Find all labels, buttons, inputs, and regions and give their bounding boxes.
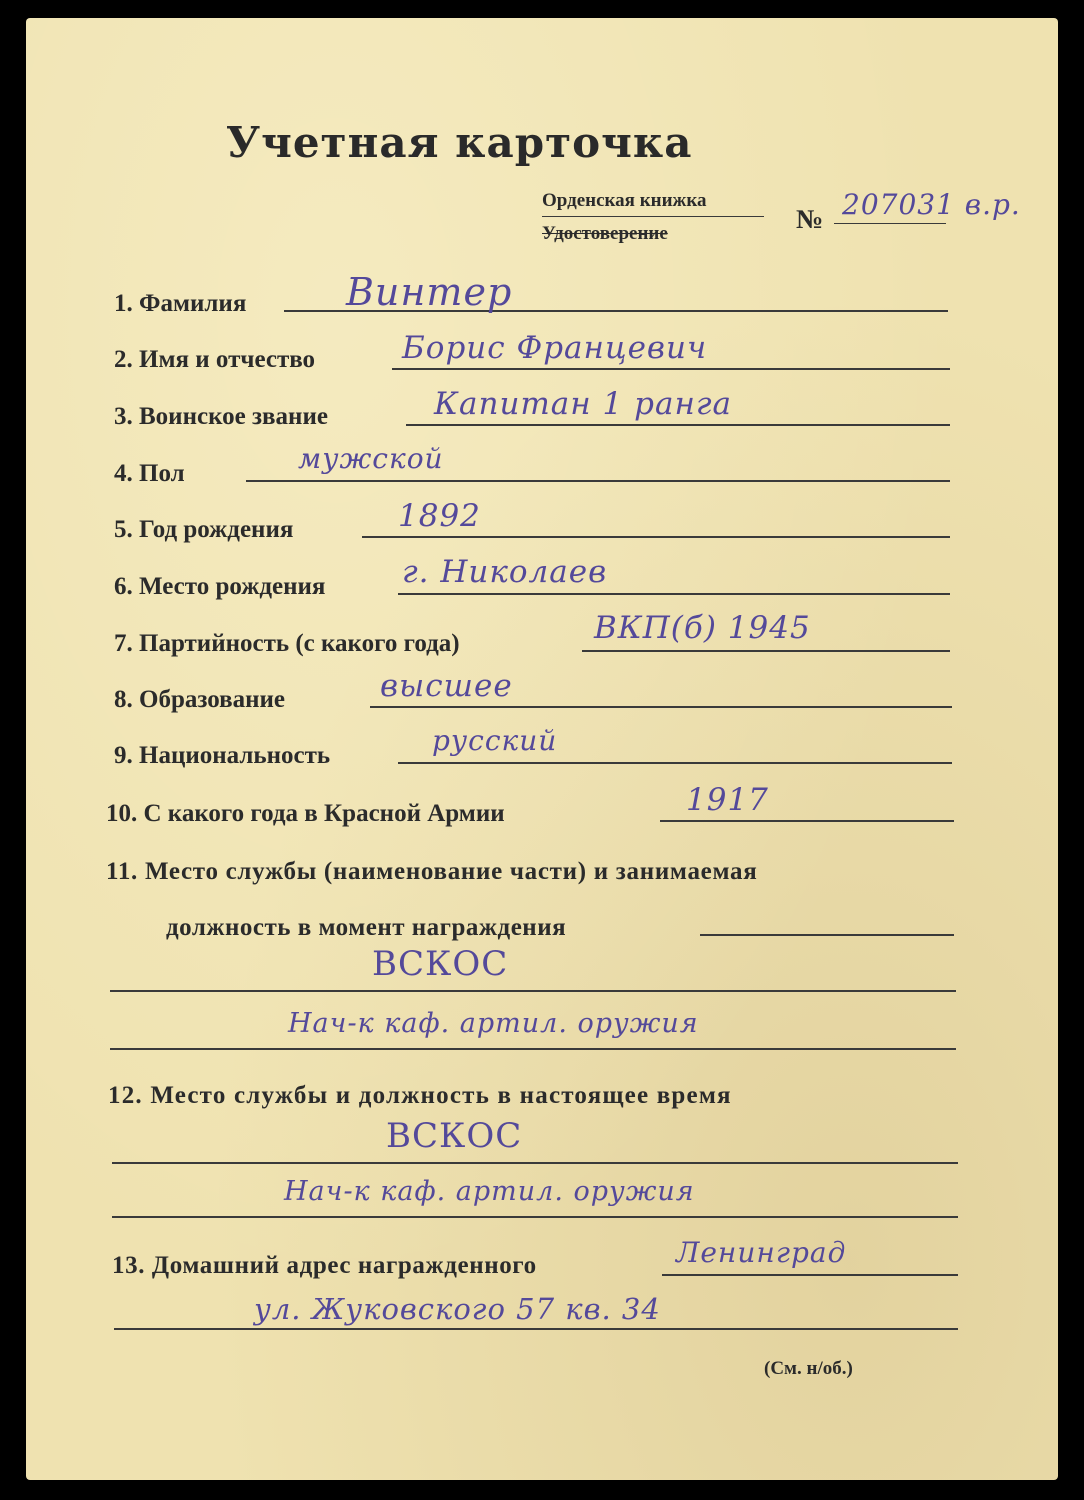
field-4-label: 4. Пол <box>114 460 185 487</box>
field-4-line <box>246 480 950 482</box>
field-2-line <box>392 368 950 370</box>
field-5-value: 1892 <box>398 498 481 534</box>
field-3-line <box>406 424 950 426</box>
record-card <box>26 18 1058 1480</box>
field-11-value-1: ВСКОС <box>372 944 509 984</box>
field-12-line-b <box>112 1216 958 1218</box>
field-6-value: г. Николаев <box>402 554 608 590</box>
field-12-value-1: ВСКОС <box>386 1116 523 1156</box>
field-8-value: высшее <box>380 668 513 704</box>
field-13-line-b <box>114 1328 958 1330</box>
order-book-label: Орденская книжка <box>542 190 707 211</box>
field-13-label: 13. Домашний адрес награжденного <box>112 1252 537 1279</box>
field-9-line <box>398 762 952 764</box>
field-6-line <box>398 593 950 595</box>
field-10-label: 10. С какого года в Красной Армии <box>106 800 505 827</box>
field-8-label: 8. Образование <box>114 686 286 713</box>
field-11-label: 11. Место службы (наименование части) и занимаемая <box>106 858 758 885</box>
field-12-line-a <box>112 1162 958 1164</box>
field-5-label: 5. Год рождения <box>114 516 294 543</box>
field-2-value: Борис Францевич <box>402 330 708 366</box>
field-10-value: 1917 <box>686 782 769 818</box>
field-13-line-a <box>662 1274 958 1276</box>
field-3-label: 3. Воинское звание <box>114 403 328 430</box>
order-book-number: 207031 в.р. <box>842 188 1021 221</box>
order-book-separator <box>542 216 764 217</box>
field-7-label: 7. Партийность (с какого года) <box>114 630 460 657</box>
field-11-line-b <box>110 990 956 992</box>
field-6-label: 6. Место рождения <box>114 573 326 600</box>
number-sign: № <box>796 204 824 234</box>
field-7-value: ВКП(б) 1945 <box>594 610 811 646</box>
field-8-line <box>370 706 952 708</box>
field-1-label: 1. Фамилия <box>114 290 247 317</box>
field-11-value-2: Нач-к каф. артил. оружия <box>288 1008 699 1039</box>
field-11-line-c <box>110 1048 956 1050</box>
card-title: Учетная карточка <box>226 118 693 167</box>
field-13-value-2: ул. Жуковского 57 кв. 34 <box>254 1292 661 1326</box>
certificate-label: Удостоверение <box>542 223 668 244</box>
field-9-label: 9. Национальность <box>114 742 331 769</box>
field-12-label: 12. Место службы и должность в настоящее время <box>108 1082 732 1109</box>
field-11-label-cont: должность в момент награждения <box>166 914 567 941</box>
field-10-line <box>660 820 954 822</box>
footer-note: (См. н/об.) <box>764 1358 853 1379</box>
field-11-line-a <box>700 934 954 936</box>
field-13-value-1: Ленинград <box>676 1236 847 1269</box>
field-7-line <box>582 650 950 652</box>
field-9-value: русский <box>432 724 558 757</box>
field-5-line <box>362 536 950 538</box>
field-3-value: Капитан 1 ранга <box>434 386 733 422</box>
field-12-value-2: Нач-к каф. артил. оружия <box>284 1176 695 1207</box>
order-book-number-line <box>834 223 946 224</box>
field-2-label: 2. Имя и отчество <box>114 346 316 373</box>
field-1-value: Винтер <box>346 270 513 314</box>
field-4-value: мужской <box>298 442 444 475</box>
